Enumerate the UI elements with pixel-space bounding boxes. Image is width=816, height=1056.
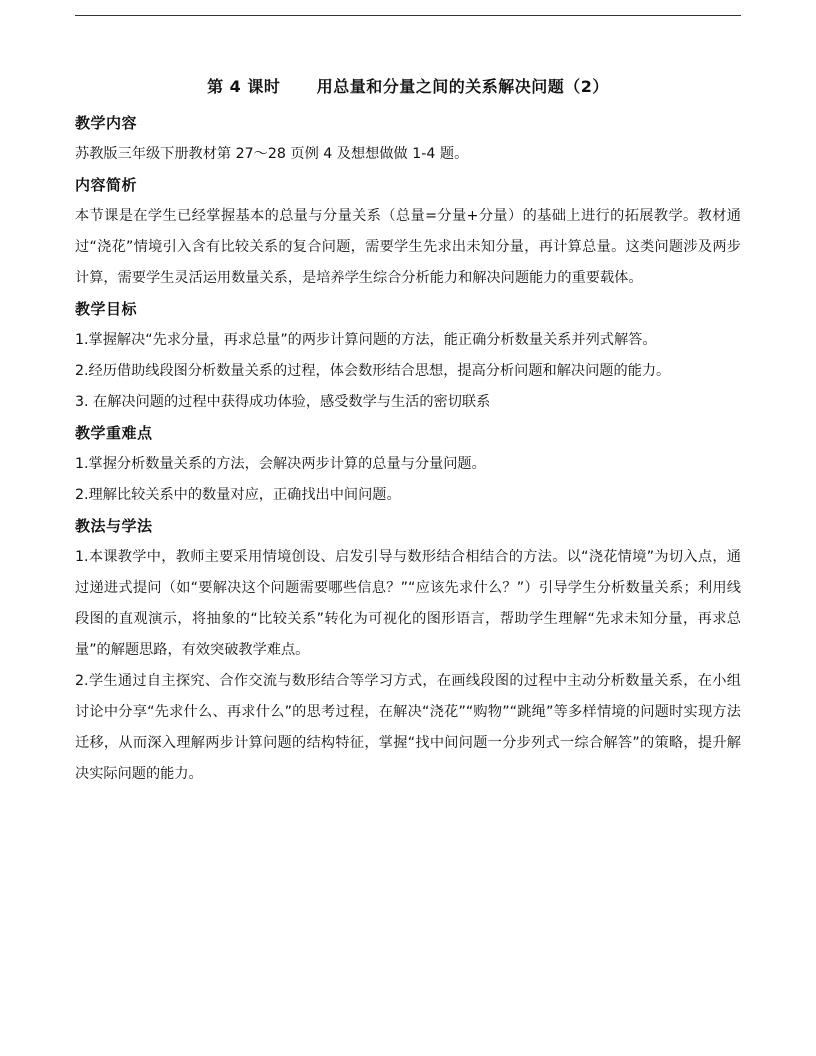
teaching-goal-1: 1.掌握解决“先求分量，再求总量”的两步计算问题的方法，能正确分析数量关系并列式解答。 (75, 332, 657, 348)
content-analysis-text: 本节课是在学生已经掌握基本的总量与分量关系（总量=分量+分量）的基础上进行的拓展教学。教材通过“浇花”情境引入含有比较关系的复合问题，需要学生先求出未知分量，再计算总量。这类问题涉及两步计算，需要学生灵活运用数量关系，是培养学生综合分析能力和解决问题能力的重要载体。 (75, 208, 741, 286)
section-heading-key-points: 教学重难点 (75, 424, 153, 442)
key-point-2: 2.理解比较关系中的数量对应，正确找出中间问题。 (75, 487, 401, 503)
key-point-1: 1.掌握分析数量关系的方法，会解决两步计算的总量与分量问题。 (75, 456, 486, 472)
teaching-goal-2: 2.经历借助线段图分析数量关系的过程，体会数形结合思想，提高分析问题和解决问题的能力。 (75, 363, 671, 379)
header-rule (75, 15, 741, 16)
section-heading-teaching-content: 教学内容 (75, 114, 138, 132)
teaching-content-text: 苏教版三年级下册教材第 27～28 页例 4 及想想做做 1-4 题。 (75, 146, 469, 162)
teaching-goal-3: 3. 在解决问题的过程中获得成功体验，感受数学与生活的密切联系 (75, 394, 491, 410)
section-heading-teaching-goals: 教学目标 (75, 300, 138, 318)
lesson-body (75, 108, 741, 790)
section-heading-content-analysis: 内容简析 (75, 176, 138, 194)
method-paragraph-2: 2.学生通过自主探究、合作交流与数形结合等学习方式，在画线段图的过程中主动分析数量关系，在小组讨论中分享“先求什么、再求什么”的思考过程，在解决“浇花”“购物”“跳绳”等多样情境的问题时实现方法迁移，从而深入理解两步计算问题的结构特征，掌握“找中间问题一分步列式一综合解答”的策略，提升解决实际问题的能力。 (75, 673, 741, 782)
section-heading-methods: 教法与学法 (75, 517, 153, 535)
method-paragraph-1: 1.本课教学中，教师主要采用情境创设、启发引导与数形结合相结合的方法。以“浇花情境”为切入点，通过递进式提问（如“要解决这个问题需要哪些信息？”“应该先求什么？”）引导学生分析数量关系；利用线段图的直观演示，将抽象的“比较关系”转化为可视化的图形语言，帮助学生理解“先求未知分量，再求总量”的解题思路，有效突破教学难点。 (75, 549, 741, 658)
lesson-title: 第 4 课时 用总量和分量之间的关系解决问题（2） (207, 77, 609, 96)
